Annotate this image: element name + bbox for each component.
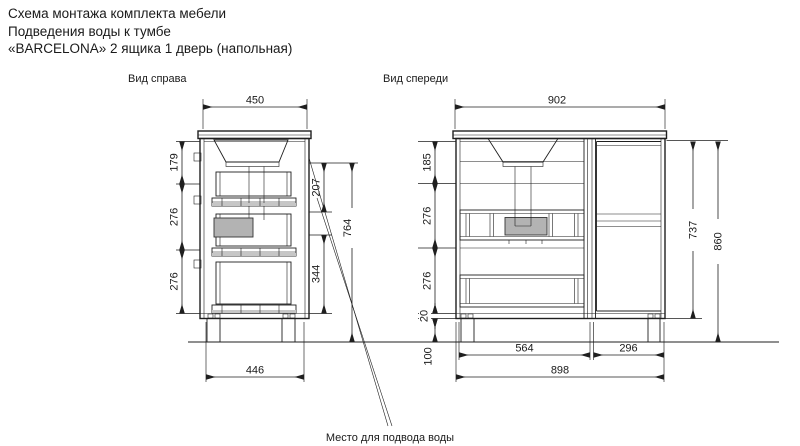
front-drawer2-box xyxy=(460,275,584,307)
side-leg-left xyxy=(207,319,220,343)
front-sink-basin xyxy=(488,139,558,163)
front-dim-860-text: 860 xyxy=(712,232,725,251)
side-siphon xyxy=(214,218,253,237)
water-supply-label: Место для подвода воды xyxy=(325,432,455,444)
front-sink-drain-band xyxy=(503,162,543,167)
side-view-label: Вид справа xyxy=(128,73,187,85)
title-line-3: «BARCELONA» 2 ящика 1 дверь (напольная) xyxy=(8,41,293,56)
front-dim-737-text: 737 xyxy=(687,220,700,240)
front-divider-inner xyxy=(588,139,593,319)
front-dim-898-text: 898 xyxy=(550,364,570,377)
side-leg-mount-marks xyxy=(208,314,295,318)
side-drawer1-inner xyxy=(220,172,287,196)
front-carcass-inner-lines xyxy=(456,139,665,319)
front-leg-mount-marks xyxy=(461,314,660,318)
title-line-1: Схема монтажа комплекта мебели xyxy=(8,6,227,21)
side-drawer3-box xyxy=(216,262,291,304)
front-dim-564-text: 564 xyxy=(515,342,534,355)
side-dim-276a-text: 276 xyxy=(168,207,181,227)
front-dim-20-text: 20 xyxy=(418,309,431,323)
front-top-dim-text: 902 xyxy=(547,94,567,107)
front-view-dimensions xyxy=(418,95,728,383)
front-leg-left xyxy=(461,319,474,343)
front-divider-outer xyxy=(584,139,596,319)
front-dim-296-text: 296 xyxy=(619,342,638,355)
front-leg-right xyxy=(648,319,660,343)
side-dim-344-text: 344 xyxy=(310,264,323,284)
front-door-shelf-lines xyxy=(597,214,662,227)
side-view-dimensions xyxy=(169,95,359,383)
side-drain-pipe xyxy=(249,167,264,221)
side-drawer3-inner xyxy=(220,262,287,304)
side-dim-207-text: 207 xyxy=(310,178,323,197)
side-leg-right xyxy=(282,319,295,343)
front-drawer2-inner xyxy=(460,279,584,304)
front-view-label: Вид спереди xyxy=(383,73,449,85)
side-view xyxy=(194,131,311,342)
side-drawer2-rail-strip xyxy=(212,253,296,256)
side-dim-764-text: 764 xyxy=(342,218,354,238)
front-drawer1-bottom-ticks xyxy=(509,240,542,244)
front-dim-100-text: 100 xyxy=(422,347,435,366)
side-top-dim-text: 450 xyxy=(245,94,265,107)
title-line-2: Подведения воды к тумбе xyxy=(8,23,171,39)
front-dim-276a-text: 276 xyxy=(421,206,434,225)
front-view xyxy=(453,131,667,342)
water-supply-annotation xyxy=(309,158,454,444)
front-carcass xyxy=(456,139,665,319)
side-dim-179-text: 179 xyxy=(168,153,181,172)
front-dim-276b-text: 276 xyxy=(421,271,434,290)
water-supply-leader-1 xyxy=(309,158,388,426)
side-drawer3-rail-strip xyxy=(212,310,296,313)
side-drawer1-box xyxy=(216,172,291,196)
side-drawer1-rail-strip xyxy=(212,203,296,206)
side-sink-basin xyxy=(214,140,288,162)
front-dim-185-text: 185 xyxy=(421,153,434,172)
side-sink-drain-band xyxy=(226,162,279,167)
side-bottom-dim-text: 446 xyxy=(245,364,265,377)
side-dim-276b-text: 276 xyxy=(168,272,181,291)
